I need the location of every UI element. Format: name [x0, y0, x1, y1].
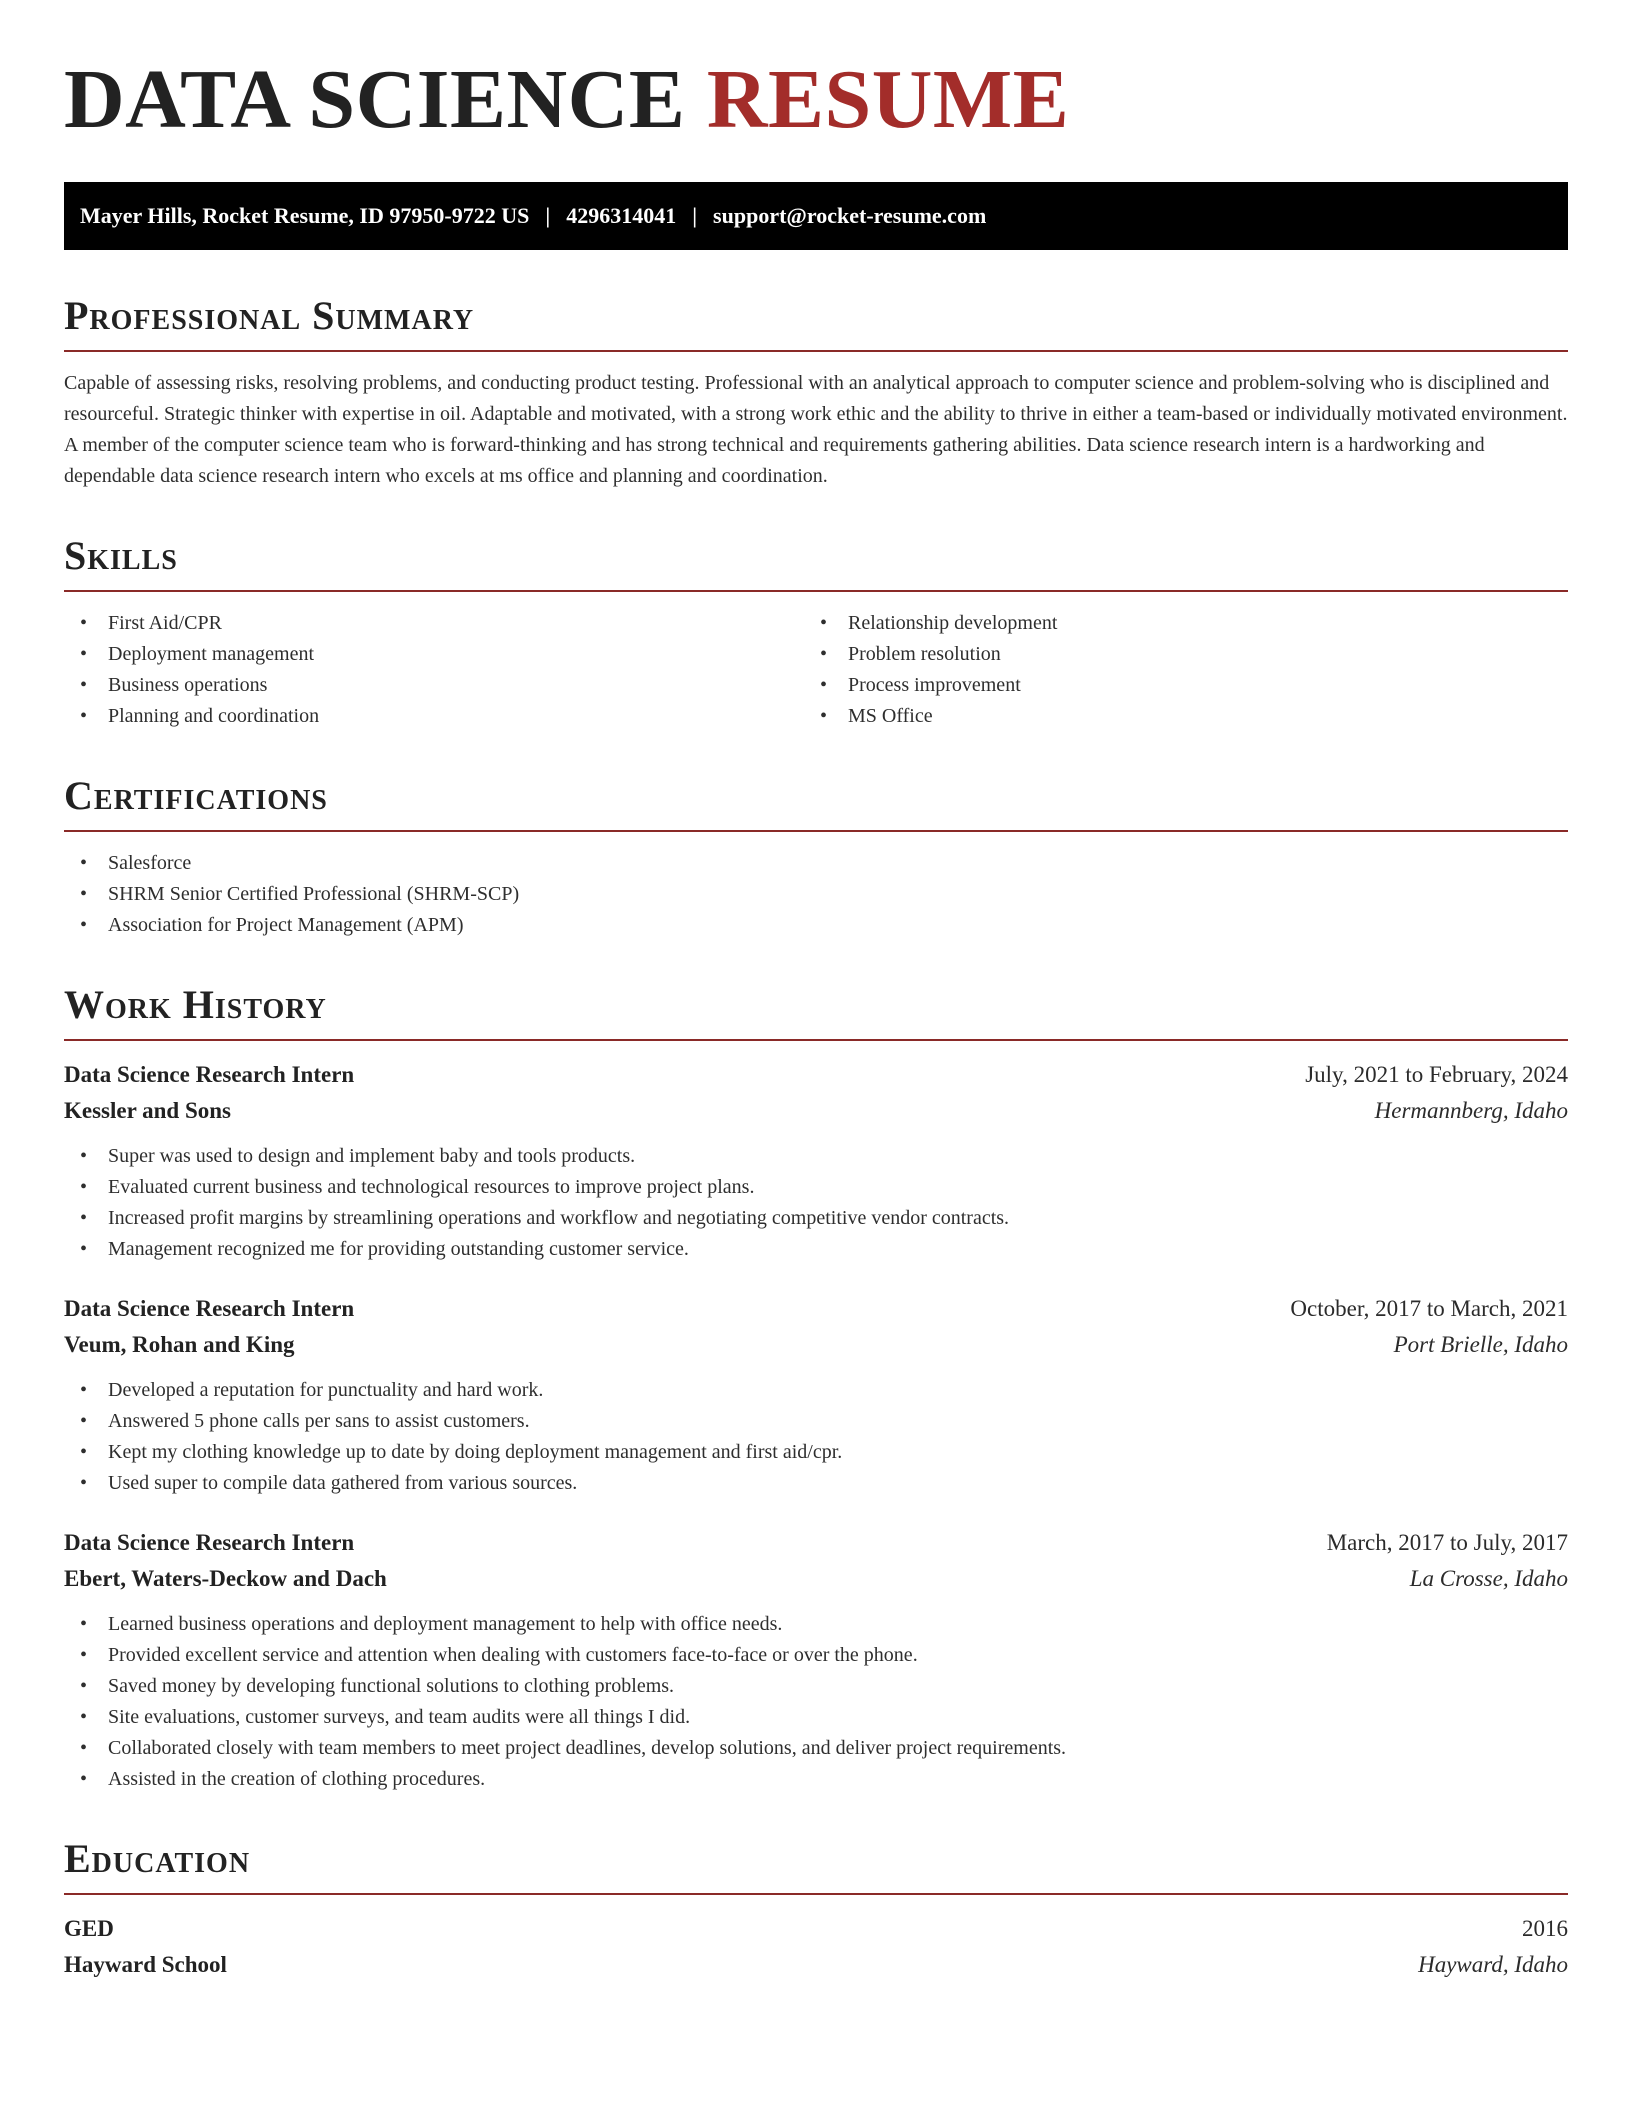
job-bullets — [64, 1609, 1568, 1795]
contact-separator: | — [692, 203, 698, 228]
job-title: Data Science Research Intern — [64, 1296, 355, 1321]
skill-item: • Planning and coordination — [64, 701, 804, 732]
skill-item: • Relationship development — [804, 608, 1544, 639]
contact-bar — [64, 182, 1568, 250]
job-bullet: • Developed a reputation for punctuality and hard work. — [64, 1375, 1568, 1406]
title-main: DATA SCIENCE — [64, 53, 686, 146]
job-bullet: • Answered 5 phone calls per sans to assist customers. — [64, 1406, 1568, 1437]
certifications-heading: Certifications — [64, 776, 1568, 832]
certification-item: • Association for Project Management (APM) — [64, 910, 1568, 941]
job-bullet: • Learned business operations and deployment management to help with office needs. — [64, 1609, 1568, 1640]
job-entry — [64, 1057, 1568, 1265]
contact-email: support@rocket-resume.com — [713, 203, 987, 228]
education-school: Hayward School — [64, 1952, 227, 1977]
job-bullet: • Used super to compile data gathered from various sources. — [64, 1468, 1568, 1499]
skill-item: • First Aid/CPR — [64, 608, 804, 639]
job-title-row — [64, 1057, 1568, 1093]
education-degree: GED — [64, 1916, 114, 1941]
job-title-row — [64, 1525, 1568, 1561]
summary-text: Capable of assessing risks, resolving problems, and conducting product testing. Professional with an analytical approach to computer science and problem-solving who is disciplined and resourceful. Strategic thinker with expertise in oil. Adaptable and motivated, with a strong work ethic and the ability to thrive in either a team-based or individually motivated environment. A member of the computer science team who is forward-thinking and has strong technical and requirements gathering abilities. Data science research intern is a hardworking and dependable data science research intern who excels at ms office and planning and coordination. — [64, 372, 1568, 487]
job-dates: March, 2017 to July, 2017 — [1326, 1530, 1568, 1555]
job-company: Ebert, Waters-Deckow and Dach — [64, 1566, 387, 1591]
education-section — [64, 1836, 1568, 1983]
job-location: Port Brielle, Idaho — [1393, 1332, 1568, 1357]
education-school-row — [64, 1947, 1568, 1983]
education-year: 2016 — [1522, 1916, 1568, 1941]
job-bullet: • Assisted in the creation of clothing procedures. — [64, 1764, 1568, 1795]
job-dates: July, 2021 to February, 2024 — [1305, 1062, 1568, 1087]
job-bullet: • Site evaluations, customer surveys, and team audits were all things I did. — [64, 1702, 1568, 1733]
page-title — [64, 53, 1568, 146]
skills-grid — [64, 608, 1568, 732]
job-bullet: • Super was used to design and implement baby and tools products. — [64, 1141, 1568, 1172]
summary-section — [64, 293, 1568, 492]
job-bullet: • Increased profit margins by streamlining operations and workflow and negotiating competitive vendor contracts. — [64, 1203, 1568, 1234]
certifications-list — [64, 848, 1568, 941]
job-entry — [64, 1525, 1568, 1795]
skills-section — [64, 533, 1568, 732]
job-company: Veum, Rohan and King — [64, 1332, 295, 1357]
summary-heading: Professional Summary — [64, 296, 1568, 352]
skills-heading: Skills — [64, 536, 1568, 592]
work-history-heading: Work History — [64, 985, 1568, 1041]
job-bullets — [64, 1141, 1568, 1265]
job-company-row — [64, 1327, 1568, 1363]
education-degree-row — [64, 1911, 1568, 1947]
job-location: Hermannberg, Idaho — [1374, 1098, 1568, 1123]
certification-item: • Salesforce — [64, 848, 1568, 879]
contact-address: Mayer Hills, Rocket Resume, ID 97950-9722 US — [80, 203, 530, 228]
skill-item: • Deployment management — [64, 639, 804, 670]
job-company: Kessler and Sons — [64, 1098, 232, 1123]
job-title: Data Science Research Intern — [64, 1530, 355, 1555]
job-bullet: • Kept my clothing knowledge up to date by doing deployment management and first aid/cpr. — [64, 1437, 1568, 1468]
skill-item: • Business operations — [64, 670, 804, 701]
education-body — [64, 1911, 1568, 1983]
work-history-section — [64, 982, 1568, 1795]
job-entry — [64, 1291, 1568, 1499]
title-accent: RESUME — [706, 53, 1070, 146]
contact-phone: 4296314041 — [566, 203, 677, 228]
job-bullets — [64, 1375, 1568, 1499]
skill-item: • Process improvement — [804, 670, 1544, 701]
skills-list-right — [804, 608, 1544, 732]
skills-list-left — [64, 608, 804, 732]
job-company-row — [64, 1093, 1568, 1129]
certifications-section — [64, 773, 1568, 941]
certification-item: • SHRM Senior Certified Professional (SHRM-SCP) — [64, 879, 1568, 910]
skill-item: • Problem resolution — [804, 639, 1544, 670]
resume-page — [64, 0, 1568, 1983]
job-bullet: • Evaluated current business and technological resources to improve project plans. — [64, 1172, 1568, 1203]
skill-item: • MS Office — [804, 701, 1544, 732]
job-company-row — [64, 1561, 1568, 1597]
education-heading: Education — [64, 1839, 1568, 1895]
job-dates: October, 2017 to March, 2021 — [1290, 1296, 1568, 1321]
job-title-row — [64, 1291, 1568, 1327]
job-bullet: • Management recognized me for providing outstanding customer service. — [64, 1234, 1568, 1265]
contact-separator: | — [545, 203, 551, 228]
job-bullet: • Collaborated closely with team members to meet project deadlines, develop solutions, and deliver project requirements. — [64, 1733, 1568, 1764]
job-bullet: • Provided excellent service and attention when dealing with customers face-to-face or over the phone. — [64, 1640, 1568, 1671]
job-title: Data Science Research Intern — [64, 1062, 355, 1087]
job-bullet: • Saved money by developing functional solutions to clothing problems. — [64, 1671, 1568, 1702]
work-history-body — [64, 1057, 1568, 1795]
education-location: Hayward, Idaho — [1418, 1952, 1568, 1977]
job-location: La Crosse, Idaho — [1409, 1566, 1568, 1591]
